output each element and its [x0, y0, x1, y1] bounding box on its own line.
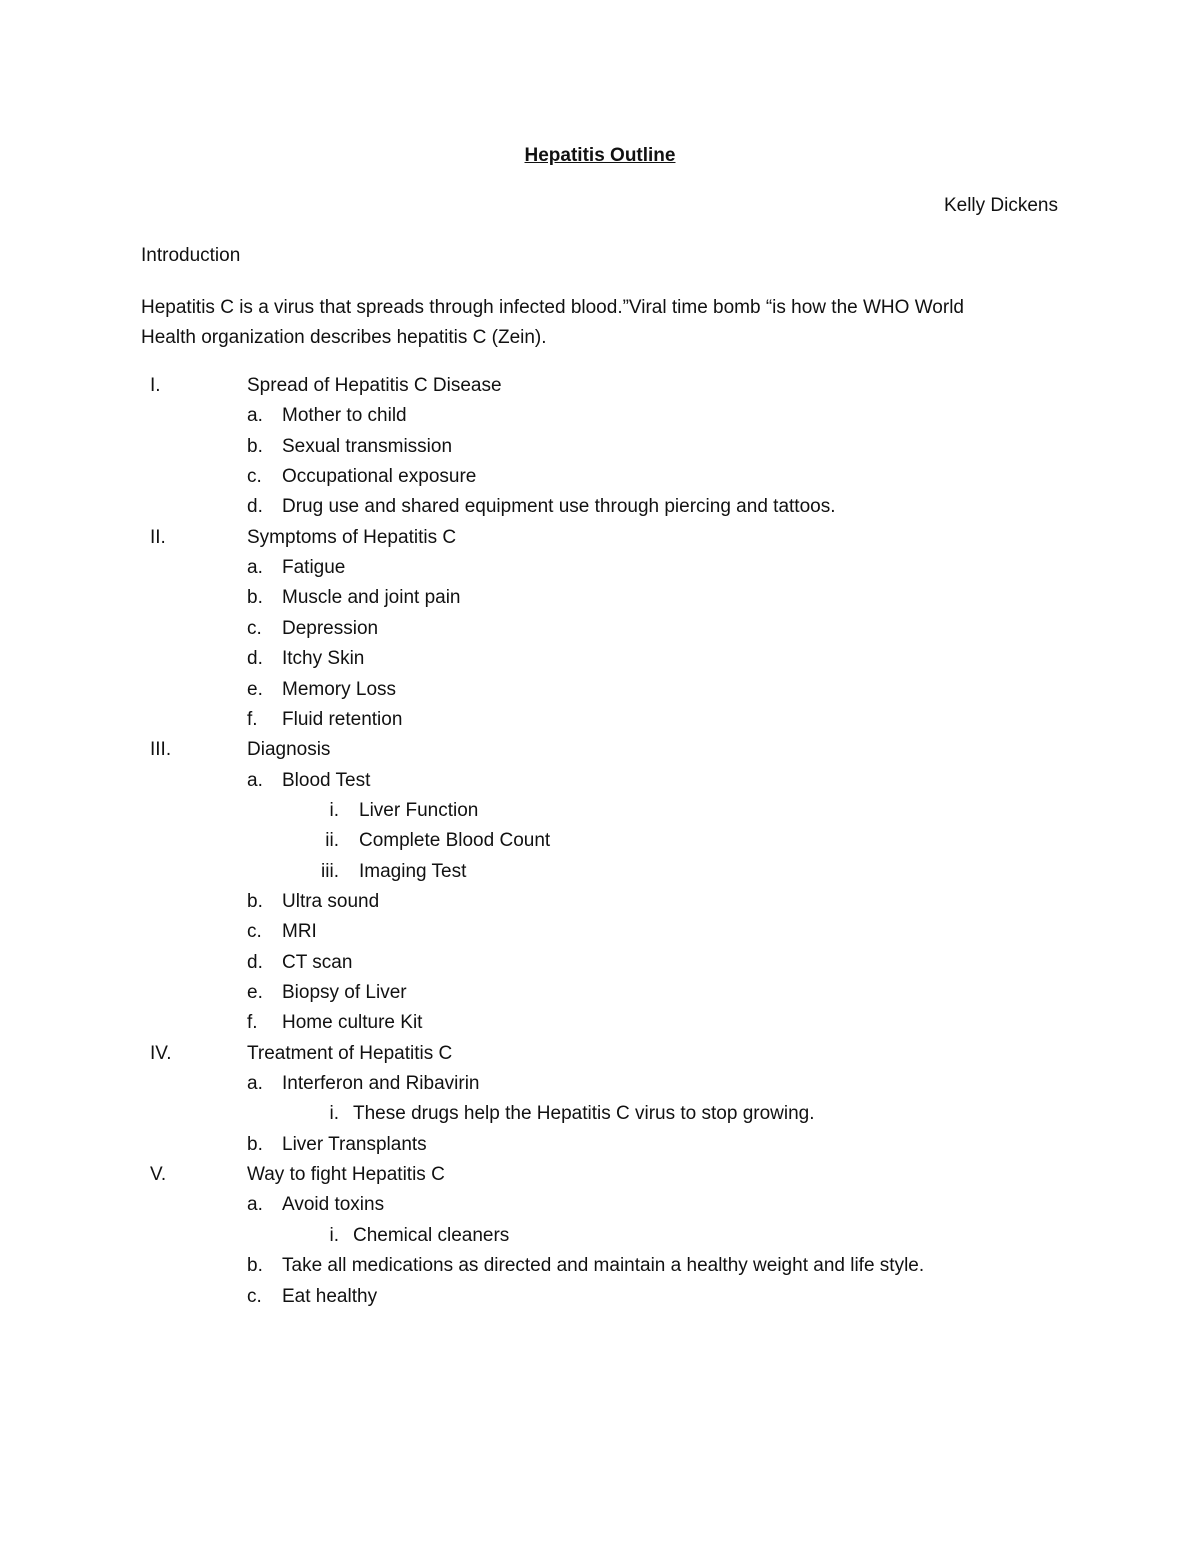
outline-item: Depression: [282, 618, 379, 639]
item-marker: b.: [247, 587, 263, 608]
item-marker: b.: [247, 436, 263, 457]
subitem-marker: i.: [329, 1225, 339, 1246]
intro-paragraph: [141, 293, 1041, 353]
section-heading: Spread of Hepatitis C Disease: [247, 375, 502, 396]
section-heading: Treatment of Hepatitis C: [247, 1043, 453, 1064]
item-marker: b.: [247, 1134, 263, 1155]
item-marker: d.: [247, 648, 263, 669]
item-marker: d.: [247, 496, 263, 517]
outline-item: Liver Transplants: [282, 1134, 427, 1155]
item-marker: d.: [247, 952, 263, 973]
outline-item: Memory Loss: [282, 679, 397, 700]
item-marker: e.: [247, 679, 263, 700]
outline-subitem: Complete Blood Count: [359, 830, 551, 851]
outline-item: Fatigue: [282, 557, 346, 578]
item-marker: c.: [247, 1286, 262, 1307]
outline-subitem: Chemical cleaners: [353, 1225, 510, 1246]
outline-item: Take all medications as directed and maintain a healthy weight and life style.: [282, 1255, 925, 1276]
outline-item: Mother to child: [282, 405, 407, 426]
section-marker: III.: [150, 739, 172, 760]
outline-item: Biopsy of Liver: [282, 982, 407, 1003]
outline-item: MRI: [282, 921, 317, 942]
item-marker: a.: [247, 1073, 263, 1094]
item-marker: a.: [247, 1194, 263, 1215]
subitem-marker: ii.: [325, 830, 339, 851]
item-marker: b.: [247, 1255, 263, 1276]
outline-item: Sexual transmission: [282, 436, 453, 457]
intro-line: Health organization describes hepatitis C (Zein).: [141, 327, 547, 348]
item-marker: a.: [247, 770, 263, 791]
outline-subitem: These drugs help the Hepatitis C virus to stop growing.: [353, 1103, 815, 1124]
outline-item: Ultra sound: [282, 891, 380, 912]
section-marker: IV.: [150, 1043, 172, 1064]
subitem-marker: i.: [329, 800, 339, 821]
outline-item: Fluid retention: [282, 709, 403, 730]
outline-item: Drug use and shared equipment use through piercing and tattoos.: [282, 496, 836, 517]
outline-item: Occupational exposure: [282, 466, 477, 487]
item-marker: a.: [247, 557, 263, 578]
item-marker: c.: [247, 921, 262, 942]
section-marker: II.: [150, 527, 166, 548]
item-marker: c.: [247, 618, 262, 639]
section-heading: Way to fight Hepatitis C: [247, 1164, 445, 1185]
intro-heading: Introduction: [141, 245, 241, 266]
outline-subitem: Liver Function: [359, 800, 479, 821]
author-name: Kelly Dickens: [943, 195, 1058, 216]
section-marker: I.: [150, 375, 161, 396]
outline-item: Interferon and Ribavirin: [282, 1073, 480, 1094]
item-marker: f.: [247, 1012, 258, 1033]
section-marker: V.: [150, 1164, 167, 1185]
section-heading: Symptoms of Hepatitis C: [247, 527, 457, 548]
item-marker: f.: [247, 709, 258, 730]
item-marker: b.: [247, 891, 263, 912]
outline-item: Eat healthy: [282, 1286, 378, 1307]
outline-item: Muscle and joint pain: [282, 587, 461, 608]
item-marker: a.: [247, 405, 263, 426]
document-title: Hepatitis Outline: [524, 145, 676, 166]
outline-item: Avoid toxins: [282, 1194, 385, 1215]
item-marker: c.: [247, 466, 262, 487]
outline-item: Blood Test: [282, 770, 371, 791]
subitem-marker: iii.: [321, 861, 339, 882]
section-heading: Diagnosis: [247, 739, 331, 760]
outline-item: CT scan: [282, 952, 353, 973]
subitem-marker: i.: [329, 1103, 339, 1124]
outline-subitem: Imaging Test: [359, 861, 467, 882]
intro-line: Hepatitis C is a virus that spreads through infected blood.”Viral time bomb “is how the WHO World: [141, 297, 964, 318]
item-marker: e.: [247, 982, 263, 1003]
outline-item: Itchy Skin: [282, 648, 365, 669]
outline-item: Home culture Kit: [282, 1012, 423, 1033]
